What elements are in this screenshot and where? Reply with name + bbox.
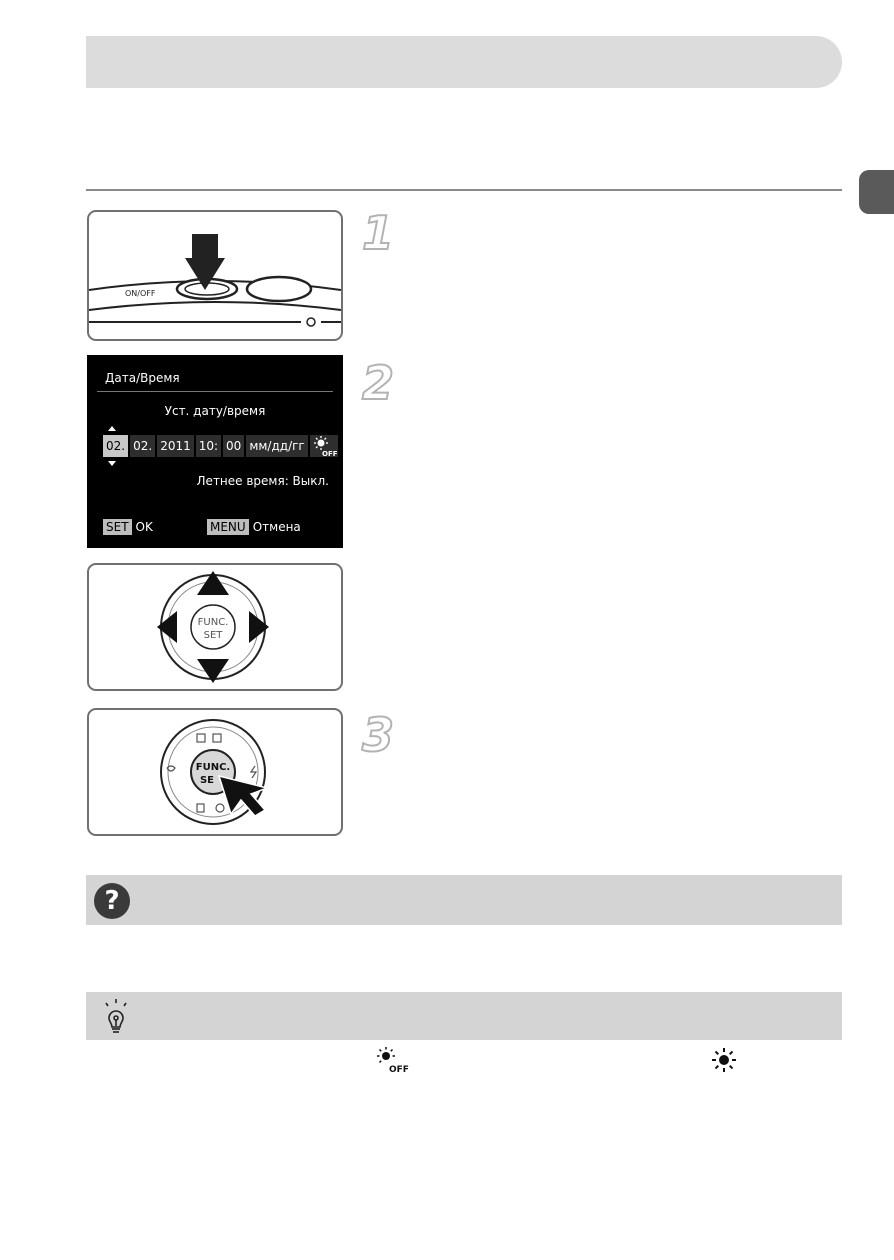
control-dial-arrows-figure [87, 563, 343, 691]
help-section-bar [86, 875, 842, 925]
power-button-figure [87, 210, 343, 341]
dst-off-icon [313, 435, 338, 458]
section-title-bar [86, 36, 842, 88]
step-number-2: 2 [362, 356, 395, 410]
year-field[interactable]: 2011 [157, 435, 194, 457]
func-label: FUNC. [197, 617, 229, 628]
lcd-subtitle: Уст. дату/время [164, 404, 266, 418]
sun-icon [710, 1046, 738, 1074]
ok-label: OK [135, 520, 153, 534]
lcd-title: Дата/Время [105, 371, 180, 385]
set-label: SE [199, 775, 215, 786]
func-label: FUNC. [195, 762, 231, 773]
on-off-label: ON/OFF [125, 289, 156, 298]
lcd-divider [97, 391, 333, 392]
day-field[interactable]: 02. [130, 435, 155, 457]
hour-field[interactable]: 10: [196, 435, 221, 457]
step-number-1: 1 [362, 206, 395, 260]
dst-off-icon [374, 1046, 414, 1074]
lcd-date-time-screen [87, 355, 343, 548]
month-field[interactable]: 02. [103, 435, 128, 457]
dst-status: Летнее время: Выкл. [196, 474, 329, 488]
set-key-label: SET [103, 519, 132, 535]
chapter-tab [859, 170, 894, 214]
lcd-footer-cancel [207, 519, 301, 535]
svg-text:OFF: OFF [389, 1065, 409, 1075]
tip-section-bar [86, 992, 842, 1040]
svg-text:OFF: OFF [321, 450, 338, 458]
header-rule [86, 189, 842, 191]
lcd-footer-ok [103, 519, 153, 535]
func-set-press-figure [87, 708, 343, 836]
lightbulb-icon [98, 998, 134, 1036]
field-up-arrow-icon [108, 426, 116, 431]
set-label: SET [203, 630, 223, 641]
minute-field[interactable]: 00 [223, 435, 244, 457]
cancel-label: Отмена [252, 520, 301, 534]
date-format-field[interactable]: мм/дд/гг [246, 435, 307, 457]
field-down-arrow-icon [108, 461, 116, 466]
dst-toggle-field[interactable] [310, 435, 338, 457]
right-arrow-icon [249, 611, 269, 643]
date-time-fields [103, 435, 338, 457]
menu-key-label: MENU [207, 519, 249, 535]
question-icon: ? [94, 883, 130, 919]
step-number-3: 3 [362, 708, 395, 762]
left-arrow-icon [157, 611, 177, 643]
